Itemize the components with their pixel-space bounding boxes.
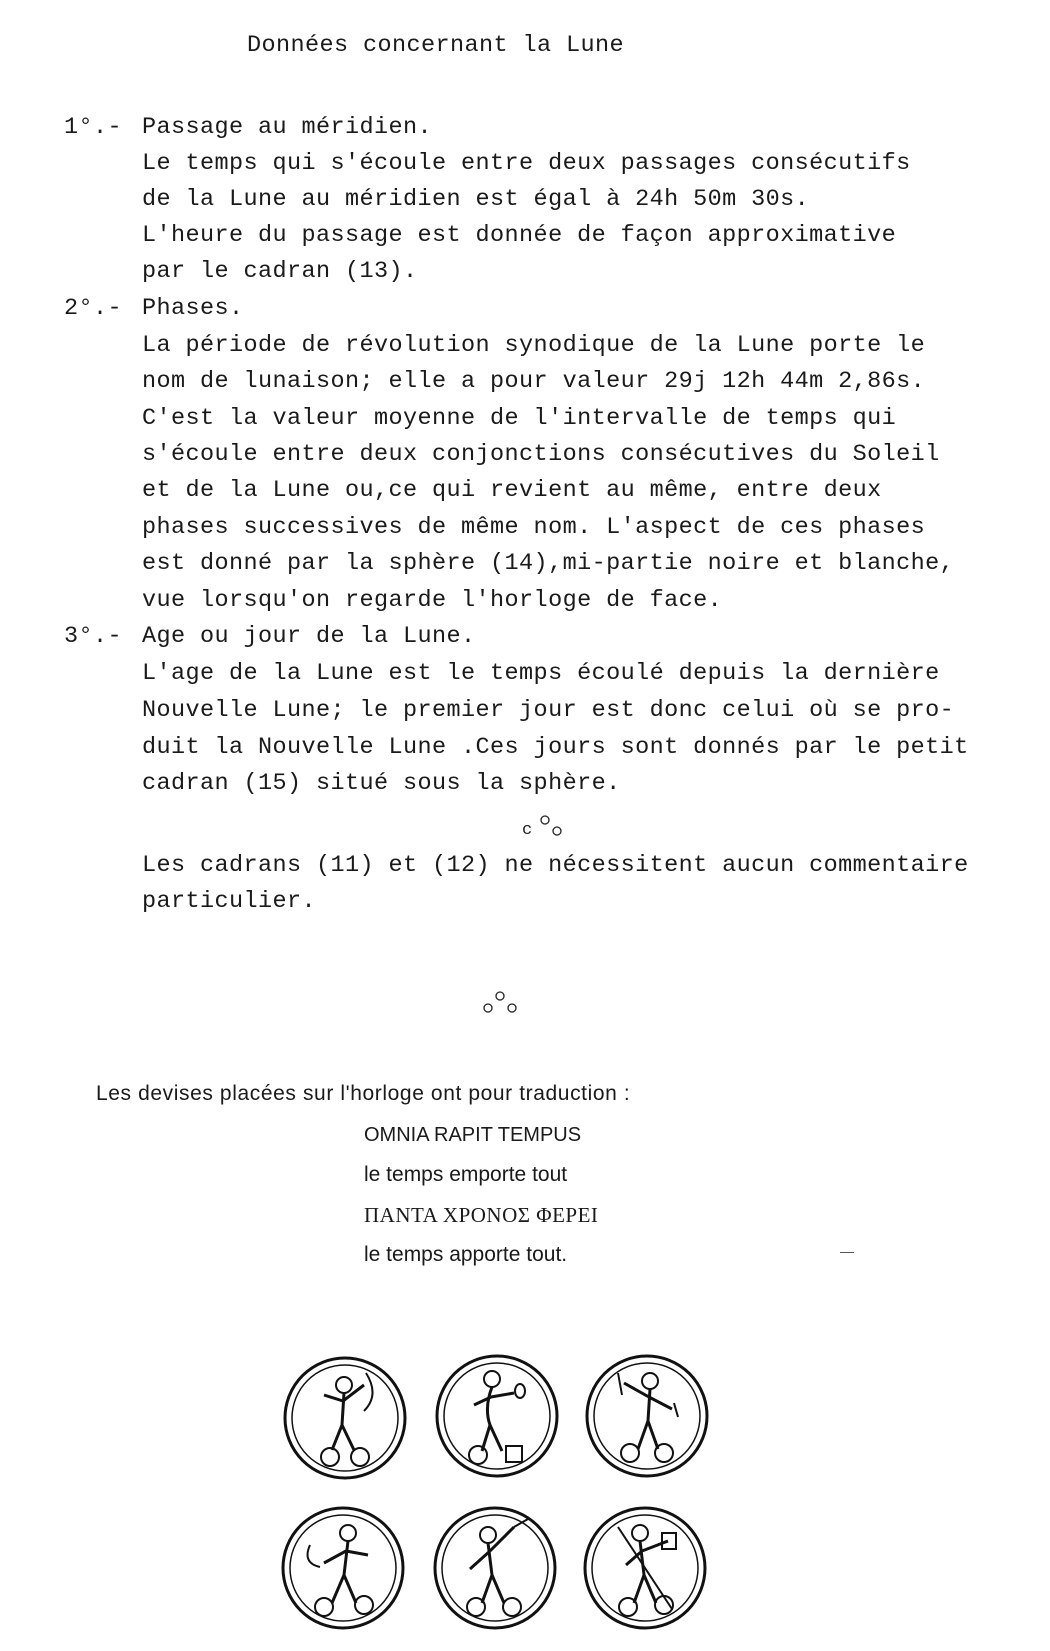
section-1-number: 1°.-: [64, 114, 123, 141]
page-title: Données concernant la Lune: [247, 32, 625, 59]
section-3-line: L'age de la Lune est le temps écoulé depuis la dernière: [142, 660, 940, 687]
section-2-line: phases successives de même nom. L'aspect de ces phases: [142, 514, 926, 541]
section-2-line: est donné par la sphère (14),mi-partie noire et blanche,: [142, 550, 955, 577]
zodiac-medallion-figure-icon: [582, 1505, 708, 1631]
section-3-line: Nouvelle Lune; le premier jour est donc celui où se pro-: [142, 697, 955, 724]
motto-greek-translation: le temps apporte tout.: [364, 1243, 568, 1266]
section-2-line: vue lorsqu'on regarde l'horloge de face.: [142, 587, 723, 614]
section-2-line: s'écoule entre deux conjonctions consécutives du Soleil: [142, 441, 940, 468]
small-ornament-icon: [520, 812, 570, 838]
section-2-line: C'est la valeur moyenne de l'intervalle de temps qui: [142, 405, 897, 432]
zodiac-medallions: [282, 1355, 712, 1645]
stray-mark: [840, 1252, 854, 1253]
motto-latin-translation: le temps emporte tout: [364, 1163, 568, 1186]
motto-latin: OMNIA RAPIT TEMPUS: [364, 1124, 582, 1146]
mottos-intro: Les devises placées sur l'horloge ont pour traduction :: [96, 1082, 631, 1105]
section-2-line: La période de révolution synodique de la Lune porte le: [142, 332, 926, 359]
motto-greek: ΠΑΝΤΑ ΧΡΟΝΟΣ ΦΕΡΕΙ: [364, 1203, 599, 1227]
section-2-line: nom de lunaison; elle a pour valeur 29j 12h 44m 2,86s.: [142, 368, 926, 395]
zodiac-medallion-figure-icon: [434, 1353, 560, 1479]
zodiac-medallion-figure-icon: [432, 1505, 558, 1631]
section-1-line: Le temps qui s'écoule entre deux passages consécutifs: [142, 150, 911, 177]
section-1-line: par le cadran (13).: [142, 258, 418, 285]
zodiac-medallion-figure-icon: [280, 1505, 406, 1631]
section-2-heading: Phases.: [142, 295, 244, 322]
section-3-line: cadran (15) situé sous la sphère.: [142, 770, 621, 797]
zodiac-medallion-figure-icon: [282, 1355, 408, 1481]
section-1-line: L'heure du passage est donnée de façon approximative: [142, 222, 897, 249]
section-2-number: 2°.-: [64, 295, 123, 322]
closing-line: Les cadrans (11) et (12) ne nécessitent aucun commentaire: [142, 852, 969, 879]
svg-text:c: c: [522, 821, 533, 838]
section-3-line: duit la Nouvelle Lune .Ces jours sont donnés par le petit: [142, 734, 969, 761]
section-1-heading: Passage au méridien.: [142, 114, 433, 141]
section-3-heading: Age ou jour de la Lune.: [142, 623, 476, 650]
three-dot-separator-icon: [482, 990, 518, 1016]
zodiac-medallion-figure-icon: [584, 1353, 710, 1479]
section-1-line: de la Lune au méridien est égal à 24h 50m 30s.: [142, 186, 810, 213]
section-3-number: 3°.-: [64, 623, 123, 650]
closing-line: particulier.: [142, 888, 317, 915]
section-2-line: et de la Lune ou,ce qui revient au même, entre deux: [142, 477, 882, 504]
